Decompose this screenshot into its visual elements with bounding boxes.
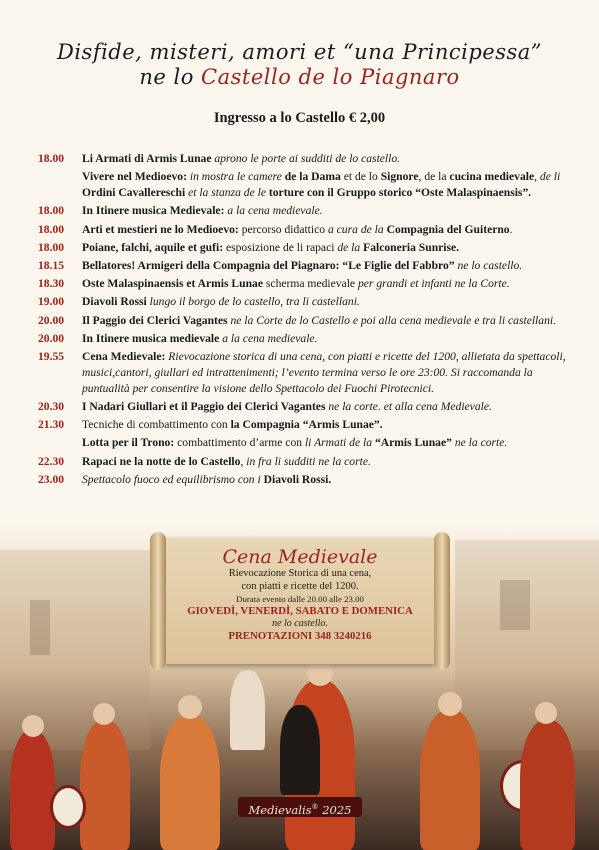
schedule-row <box>38 169 568 201</box>
schedule-text-segment: Falconeria Sunrise. <box>363 240 460 254</box>
poster-title-line1: Disfide, misteri, amori et “una Principessa” <box>56 40 542 64</box>
schedule-text-segment: , <box>240 454 247 468</box>
schedule-text-segment: Vivere nel Medioevo: <box>82 170 190 184</box>
scroll-duration: Durata evento dalle 20.00 alle 23.00 <box>236 594 364 604</box>
schedule-text-segment: li Armati de la <box>304 436 375 450</box>
schedule-text-segment: Il Paggio dei Clerici Vagantes <box>82 313 231 327</box>
schedule-text-segment: Li Armati di Armis Lunae <box>82 152 215 165</box>
schedule-text-segment: ne lo castello. <box>457 258 523 272</box>
schedule-description <box>82 222 568 238</box>
schedule-row <box>38 435 568 451</box>
schedule-text-segment: Oste Malaspinaensis et Armis Lunae <box>82 277 266 291</box>
schedule-text-segment: cucina medievale <box>449 170 535 184</box>
schedule-time: 18.00 <box>38 240 65 254</box>
schedule-time: 20.00 <box>38 313 65 327</box>
schedule-text-segment: ne la corte. <box>454 436 508 450</box>
schedule-description <box>82 349 568 397</box>
schedule-time: 19.55 <box>38 349 65 363</box>
schedule-row <box>38 313 568 329</box>
schedule-text-segment: Bellatores! Armigeri della Compagnia del Piagnaro: “Le Figlie del Fabbro” <box>82 258 458 272</box>
schedule-text-segment: de la Dama <box>284 170 344 184</box>
schedule-row <box>38 331 568 347</box>
title-castle-name: Castello de lo Piagnaro <box>201 65 460 89</box>
scroll-text <box>180 546 420 643</box>
schedule-text-segment: Lotta per il Trono: <box>82 436 178 450</box>
schedule-text-segment: Rapaci ne la notte de lo Castello <box>82 454 241 468</box>
schedule-description <box>82 276 568 292</box>
schedule-time: 19.00 <box>38 295 65 309</box>
schedule-time: 18.00 <box>38 152 65 165</box>
schedule-text-segment: esposizione de li rapaci <box>225 240 338 254</box>
event-schedule <box>38 151 568 490</box>
schedule-row <box>38 399 568 415</box>
scroll-left-roll <box>150 532 166 670</box>
schedule-text-segment: Compagnia del Guiterno <box>386 222 510 236</box>
schedule-time: 18.30 <box>38 277 65 291</box>
schedule-time: 18.15 <box>38 258 65 272</box>
schedule-text-segment: . <box>509 222 513 236</box>
schedule-text-segment: aprono le porte ai sudditi de lo castello. <box>214 152 401 165</box>
schedule-text-segment: Arti et mestieri ne lo Medioevo: <box>82 222 242 236</box>
schedule-description <box>82 417 568 433</box>
schedule-text-segment: Rievocazione storica di una cena, con piatti e ricette del 1200, allietata da spettacoli, musici,cantori, giullari ed intrattenimenti; l’evento termina verso le ore 23:00. Si raccomanda la puntualità per consentire la visione dello Spettacolo dei Fuochi Pirotecnici. <box>82 349 566 395</box>
brand-year: 2025 <box>318 802 352 817</box>
schedule-text-segment: Signore <box>380 170 419 184</box>
schedule-text-segment: I Nadari Giullari et il Paggio dei Clerici Vagantes <box>82 400 329 414</box>
schedule-text-segment: In Itinere musica Medievale: <box>82 204 228 218</box>
schedule-text-segment: per grandi et infanti ne la Corte. <box>357 277 510 291</box>
schedule-row <box>38 222 568 238</box>
schedule-description <box>82 399 568 415</box>
schedule-description <box>82 203 568 219</box>
schedule-text-segment: Cena Medievale: <box>82 349 169 363</box>
schedule-text-segment: Ordini Cavallereschi <box>82 186 189 200</box>
schedule-row <box>38 349 568 397</box>
schedule-time: 18.00 <box>38 222 65 236</box>
schedule-text-segment: ne la Corte de lo Castello e poi alla cena medievale e tra li castellani. <box>230 313 556 327</box>
schedule-text-segment: ne la corte. et alla cena Medievale. <box>328 400 492 414</box>
schedule-text-segment: , <box>534 170 540 184</box>
scroll-days: GIOVEDÌ, VENERDÌ, SABATO E DOMENICA <box>187 605 413 617</box>
scroll-line1: Rievocazione Storica di una cena, <box>228 568 372 579</box>
schedule-text-segment: in mostra le camere <box>189 170 285 184</box>
schedule-time <box>38 169 82 201</box>
scroll-right-roll <box>434 532 450 670</box>
schedule-description <box>82 331 568 347</box>
schedule-text-segment: scherma medievale <box>265 277 358 291</box>
dinner-scroll-banner <box>150 532 450 670</box>
schedule-time: 18.00 <box>38 204 65 218</box>
schedule-text-segment: la Compagnia “Armis Lunae”. <box>230 418 383 432</box>
title-prefix: ne lo <box>139 65 202 89</box>
schedule-time: 21.30 <box>38 418 65 432</box>
schedule-text-segment: combattimento d’arme con <box>177 436 305 450</box>
schedule-row <box>38 258 568 274</box>
schedule-text-segment: in fra li sudditi ne la corte. <box>246 454 371 468</box>
schedule-row <box>38 203 568 219</box>
schedule-time: 23.00 <box>38 472 65 486</box>
schedule-row <box>38 294 568 310</box>
scroll-place: ne lo castello. <box>272 618 328 629</box>
schedule-text-segment: a la cena medievale. <box>222 331 318 345</box>
schedule-description <box>82 258 568 274</box>
schedule-text-segment: lungo il borgo de lo castello, tra li castellani. <box>149 295 360 309</box>
schedule-description <box>82 169 568 201</box>
schedule-text-segment: “Armis Lunae” <box>374 436 455 450</box>
schedule-text-segment: Tecniche di combattimento con <box>82 418 231 432</box>
schedule-text-segment: , de la <box>418 170 450 184</box>
schedule-row <box>38 472 568 488</box>
schedule-time: 20.30 <box>38 400 65 414</box>
schedule-text-segment: torture con il Gruppo storico “Oste Malaspinaensis”. <box>268 186 532 200</box>
schedule-description <box>82 454 568 470</box>
schedule-text-segment: percorso didattico <box>241 222 328 236</box>
entry-price: Ingresso a lo Castello € 2,00 <box>213 110 386 126</box>
poster-header <box>0 40 599 90</box>
schedule-text-segment: de li <box>539 170 561 184</box>
schedule-text-segment: a cura de la <box>327 222 387 236</box>
schedule-text-segment: et la stanza de le <box>188 186 269 200</box>
schedule-description <box>82 151 568 167</box>
schedule-text-segment: Diavoli Rossi <box>82 295 150 309</box>
schedule-row <box>38 276 568 292</box>
schedule-time: 20.00 <box>38 331 65 345</box>
schedule-description <box>82 313 568 329</box>
schedule-description <box>82 240 568 256</box>
poster-title-line2 <box>0 65 599 90</box>
scroll-booking: PRENOTAZIONI 348 3240216 <box>228 630 372 642</box>
schedule-text-segment: Diavoli Rossi. <box>263 472 332 486</box>
scroll-title: Cena Medievale <box>222 546 378 568</box>
schedule-row <box>38 454 568 470</box>
schedule-description <box>82 435 568 451</box>
schedule-time: 22.30 <box>38 454 65 468</box>
schedule-time <box>38 435 82 451</box>
schedule-text-segment: et de lo <box>343 170 381 184</box>
schedule-text-segment: In Itinere musica medievale <box>82 331 223 345</box>
schedule-description <box>82 294 568 310</box>
schedule-description <box>82 472 568 488</box>
schedule-row <box>38 240 568 256</box>
schedule-text-segment: Poiane, falchi, aquile et gufi: <box>82 240 226 254</box>
schedule-row <box>38 151 568 167</box>
registered-mark: ® <box>311 803 319 811</box>
schedule-text-segment: Spettacolo fuoco ed equilibrismo con i <box>82 472 264 486</box>
schedule-text-segment: de la <box>337 240 364 254</box>
schedule-row <box>38 417 568 433</box>
scroll-line2: con piatti e ricette del 1200. <box>241 580 359 592</box>
schedule-text-segment: a la cena medievale. <box>227 204 323 218</box>
brand-badge <box>238 797 362 817</box>
brand-name: Medievalis <box>248 802 312 817</box>
